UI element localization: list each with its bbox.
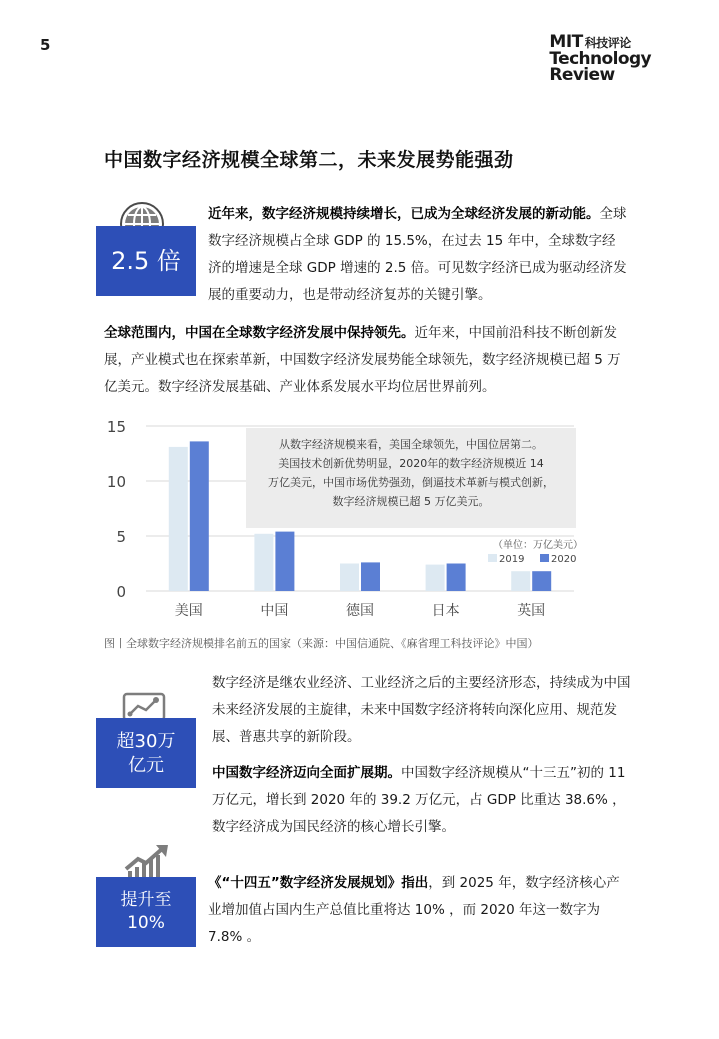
paragraph-growth-body: 全球数字经济规模占全球 GDP 的 15.5%，在过去 15 年中，全球数字经济的增速是全球 GDP 增速的 2.5 倍。可见数字经济已成为驱动经济发展的重要动力，也是带动经济复苏的关键引擎。 — [208, 206, 627, 303]
badge2-line1: 超30万 — [116, 731, 176, 752]
bar-2019-1 — [254, 534, 273, 591]
x-tick-label: 日本 — [431, 603, 460, 619]
paragraph-china-leading — [104, 320, 624, 401]
x-tick-label: 英国 — [517, 603, 546, 619]
badge-2-5x: 2.5 倍 — [96, 226, 196, 296]
badge-raise-to-10 — [96, 877, 196, 947]
badge3-line1: 提升至 — [120, 890, 172, 910]
bar-2019-3 — [426, 565, 445, 591]
x-tick-label: 德国 — [346, 603, 374, 619]
logo-technology: Technology — [549, 49, 651, 69]
chart-annotation-line: 数字经济规模已超 5 万亿美元。 — [332, 495, 490, 508]
bar-2019-2 — [340, 564, 359, 592]
legend-label-2019: 2019 — [499, 554, 525, 565]
logo-cn: 科技评论 — [584, 36, 631, 50]
paragraph-growth — [208, 201, 628, 309]
legend-swatch-2019 — [488, 554, 497, 562]
legend-label-2020: 2020 — [551, 554, 577, 565]
section-title: 中国数字经济规模全球第二，未来发展势能强劲 — [104, 149, 514, 171]
badge2-line2: 亿元 — [128, 755, 164, 776]
y-tick-label: 5 — [116, 528, 126, 546]
bar-2020-3 — [447, 564, 466, 592]
bar-2020-1 — [275, 532, 294, 591]
bar-2020-2 — [361, 562, 380, 591]
badge-30-trillion — [96, 718, 196, 788]
logo-review: Review — [549, 65, 615, 85]
chart-annotation-line: 从数字经济规模来看，美国全球领先，中国位居第二。 — [279, 438, 543, 451]
paragraph-plan-lead: 《“十四五”数字经济发展规划》指出 — [208, 875, 429, 891]
mit-technology-review-logo — [549, 34, 651, 83]
paragraph-main-form: 数字经济是继农业经济、工业经济之后的主要经济形态，持续成为中国未来经济发展的主旋律，未来中国数字经济将转向深化应用、规范发展、普惠共享的新阶段。 — [212, 675, 631, 745]
chart-unit-note: （单位：万亿美元） — [493, 540, 583, 551]
y-tick-label: 10 — [106, 473, 126, 491]
paragraph-china-body: 近年来，中国前沿科技不断创新发展，产业模式也在探索革新，中国数字经济发展势能全球领先，数字经济规模已超 5 万亿美元。数字经济发展基础、产业体系发展水平均位居世界前列。 — [104, 325, 621, 395]
digital-economy-bar-chart — [96, 414, 616, 634]
bar-2019-0 — [169, 447, 188, 591]
paragraph-expansion — [212, 760, 632, 841]
page-number: 5 — [40, 36, 51, 54]
paragraph-14th-plan — [208, 870, 628, 951]
bar-2020-4 — [532, 571, 551, 591]
badge3-line2: 10% — [127, 913, 165, 933]
paragraph-growth-lead: 近年来，数字经济规模持续增长，已成为全球经济发展的新动能。 — [208, 206, 600, 222]
logo-mit: MIT — [549, 32, 583, 52]
paragraph-plan-body: ，到 2025 年，数字经济核心产业增加值占国内生产总值比重将达 10% ，而 2020 年这一数字为 7.8% 。 — [208, 875, 620, 945]
chart-annotation-line: 万亿美元，中国市场优势强劲，倒逼技术革新与模式创新， — [268, 476, 554, 489]
paragraph-china-lead: 全球范围内，中国在全球数字经济发展中保持领先。 — [104, 325, 415, 341]
paragraph-expansion-body: 中国数字经济规模从“十三五”初的 11 万亿元，增长到 2020 年的 39.2 万亿元，占 GDP 比重达 38.6% ，数字经济成为国民经济的核心增长引擎。 — [212, 765, 626, 835]
chart-annotation-line: 美国技术创新优势明显，2020年的数字经济规模近 14 — [278, 457, 544, 470]
y-tick-label: 0 — [116, 583, 126, 601]
figure-caption: 图丨全球数字经济规模排名前五的国家（来源：中国信通院、《麻省理工科技评论》中国） — [104, 637, 539, 650]
legend-swatch-2020 — [540, 554, 549, 562]
paragraph-expansion-lead: 中国数字经济迈向全面扩展期。 — [212, 765, 401, 781]
x-tick-label: 中国 — [260, 603, 289, 619]
bar-2020-0 — [190, 441, 209, 591]
bar-2019-4 — [511, 571, 530, 591]
x-tick-label: 美国 — [174, 603, 203, 619]
y-tick-label: 15 — [106, 418, 126, 436]
